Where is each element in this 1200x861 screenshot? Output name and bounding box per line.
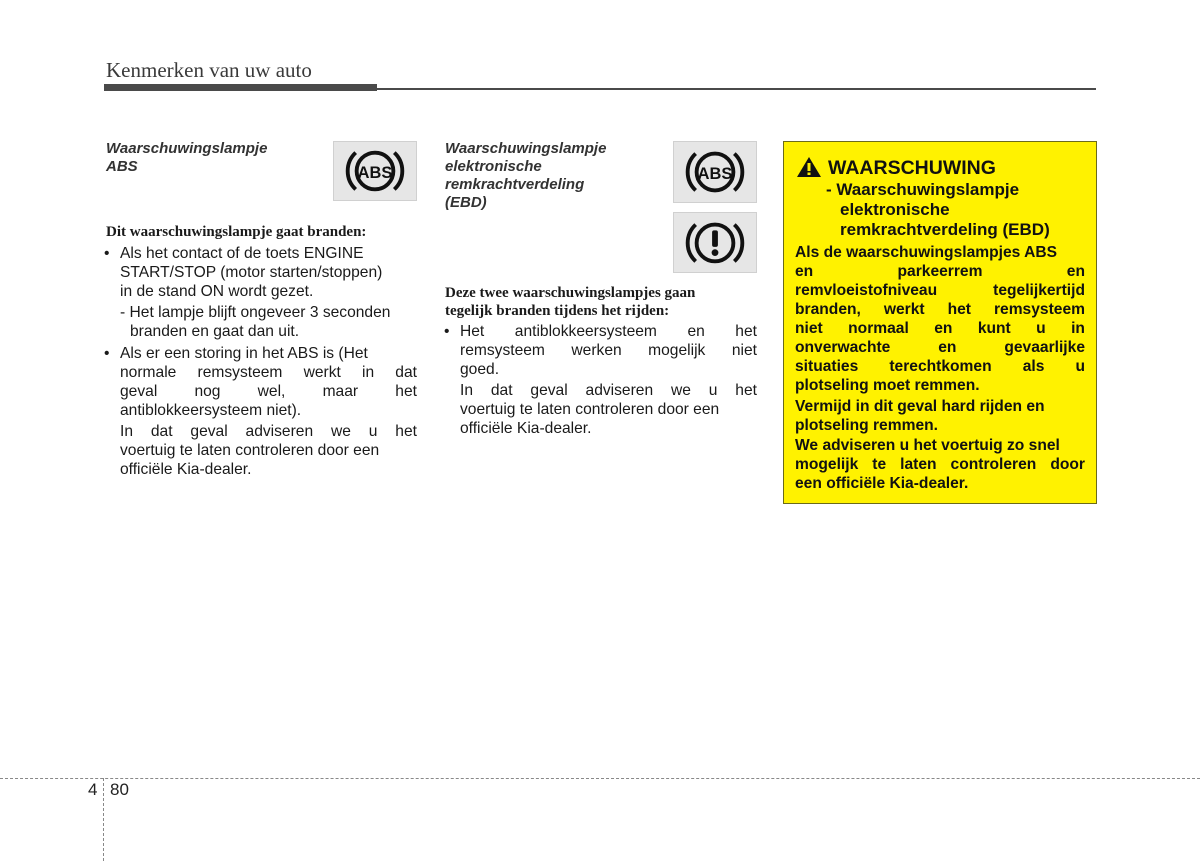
warning-heading: WAARSCHUWING — [828, 157, 996, 179]
warning-paragraph: We adviseren u het voertuig zo snel mogelijk te laten controleren door een officiële Kia-dealer. — [795, 437, 1085, 492]
abs-warning-icon — [673, 141, 757, 203]
warning-subheading: - Waarschuwingslampje elektronische remkrachtverdeling (EBD) — [826, 180, 1050, 239]
svg-text:ABS: ABS — [357, 163, 393, 182]
paragraph: In dat geval adviseren we u het voertuig te laten controleren door een officiële Kia-dealer. — [120, 423, 417, 478]
lead-text: Deze twee waarschuwingslampjes gaan tegelijk branden tijdens het rijden: — [445, 285, 696, 319]
sub-item: - Het lampje blijft ongeveer 3 seconden branden en gaat dan uit. — [120, 304, 391, 340]
header-rule — [104, 88, 1096, 90]
lead-text: Dit waarschuwingslampje gaat branden: — [106, 224, 367, 240]
page-number: 80 — [110, 780, 129, 799]
footer-divider — [103, 778, 104, 861]
abs-warning-icon — [333, 141, 417, 201]
bullet-dot: • — [444, 323, 450, 340]
bullet-item: Het antiblokkeersysteem en het remsysteem werken mogelijk niet goed. — [460, 323, 757, 378]
section-title-abs: Waarschuwingslampje ABS — [106, 140, 268, 175]
bullet-dot: • — [104, 245, 110, 262]
warning-paragraph: Als de waarschuwingslampjes ABS en parkeerrem en remvloeistofniveau tegelijkertijd branden, werkt het remsysteem niet normaal en kunt u in onverwachte en gevaarlijke situaties terechtkomen als u plotseling moet remmen. — [795, 244, 1085, 394]
chapter-number: 4 — [88, 780, 98, 799]
bullet-item: Als het contact of de toets ENGINE START/STOP (motor starten/stoppen) in de stand ON wordt gezet. — [120, 245, 383, 300]
bullet-item: Als er een storing in het ABS is (Het normale remsysteem werkt in dat geval nog wel, maar het antiblokkeersysteem niet). — [120, 345, 417, 419]
svg-text:ABS: ABS — [697, 164, 733, 183]
page-header-title: Kenmerken van uw auto — [106, 58, 312, 82]
section-title-ebd: Waarschuwingslampje elektronische remkrachtverdeling (EBD) — [445, 140, 607, 211]
bullet-dot: • — [104, 345, 110, 362]
warning-triangle-icon — [796, 155, 822, 179]
footer-rule — [0, 778, 1200, 779]
warning-paragraph: Vermijd in dit geval hard rijden en plotseling remmen. — [795, 398, 1045, 434]
brake-warning-icon — [673, 212, 757, 273]
paragraph: In dat geval adviseren we u het voertuig te laten controleren door een officiële Kia-dealer. — [460, 382, 757, 437]
